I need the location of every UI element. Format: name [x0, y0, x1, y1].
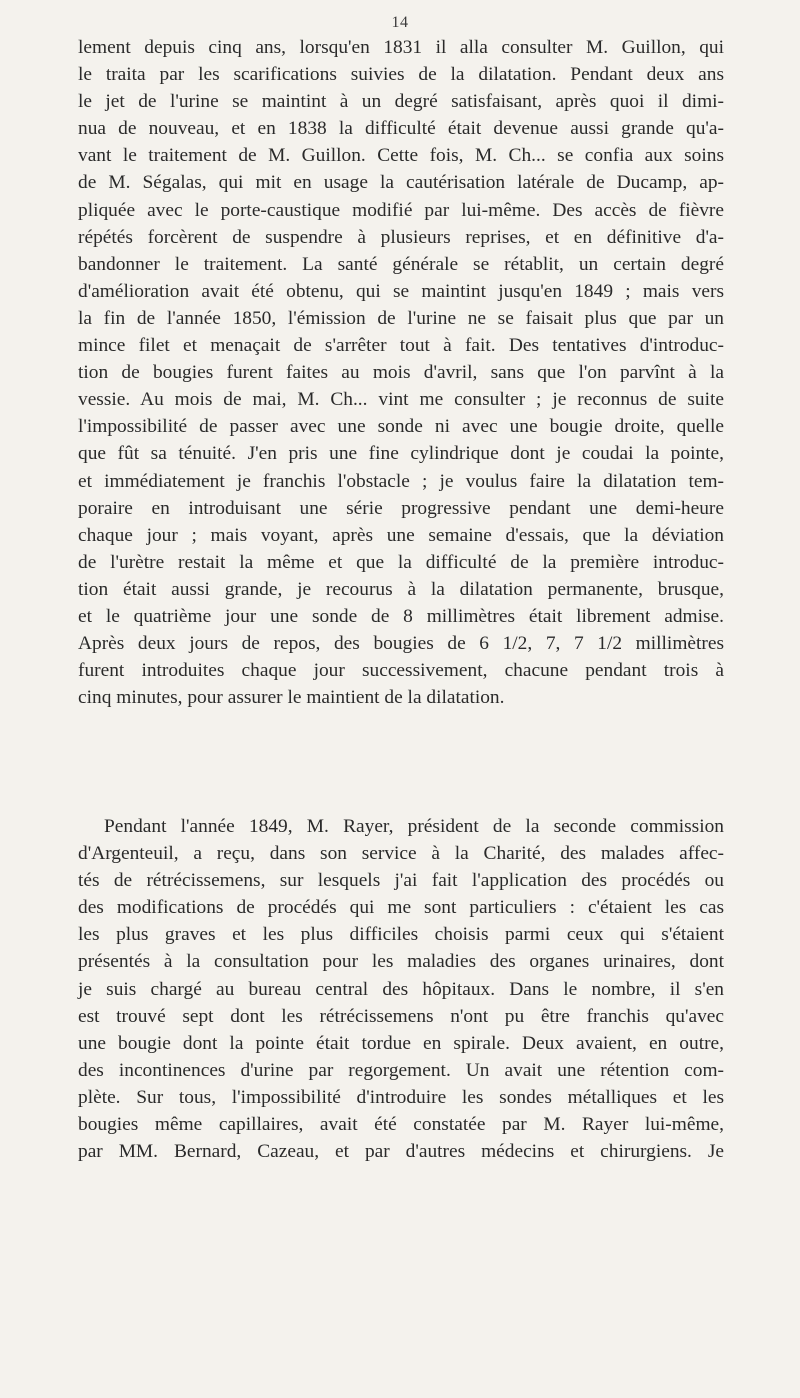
text-line: Pendant l'année 1849, M. Rayer, président de la seconde commission: [104, 816, 724, 837]
text-line: mince filet et menaçait de s'arrêter tout à fait. Des tentatives d'introduc-: [78, 335, 724, 357]
text-line: je suis chargé au bureau central des hôpitaux. Dans le nombre, il s'en: [78, 978, 724, 1000]
text-line: l'impossibilité de passer avec une sonde ni avec une bougie droite, quelle: [78, 416, 724, 438]
text-line: une bougie dont la pointe était tordue en spirale. Deux avaient, en outre,: [78, 1032, 724, 1054]
text-line: des modifications de procédés qui me sont particuliers : c'étaient les cas: [78, 897, 724, 919]
text-line: le jet de l'urine se maintint à un degré satisfaisant, après quoi il dimi-: [78, 91, 724, 113]
text-line: le traita par les scarifications suivies de la dilatation. Pendant deux ans: [78, 64, 724, 86]
text-line: pliquée avec le porte-caustique modifié par lui-même. Des accès de fièvre: [78, 199, 724, 221]
paragraph-2: [78, 813, 724, 1165]
text-line: que fût sa ténuité. J'en pris une fine cylindrique dont je coudai la pointe,: [78, 443, 724, 465]
text-line: vant le traitement de M. Guillon. Cette fois, M. Ch... se confia aux soins: [78, 145, 724, 167]
text-line: est trouvé sept dont les rétrécissemens n'ont pu être franchis qu'avec: [78, 1005, 724, 1027]
text-line: nua de nouveau, et en 1838 la difficulté était devenue aussi grande qu'a-: [78, 118, 724, 140]
text-line: la fin de l'année 1850, l'émission de l'urine ne se faisait plus que par un: [78, 307, 724, 329]
text-line: vessie. Au mois de mai, M. Ch... vint me consulter ; je reconnus de suite: [78, 389, 724, 411]
text-line: lement depuis cinq ans, lorsqu'en 1831 il alla consulter M. Guillon, qui: [78, 37, 724, 58]
text-line: et immédiatement je franchis l'obstacle ; je voulus faire la dilatation tem-: [78, 470, 724, 492]
text-line: tion de bougies furent faites au mois d'avril, sans que l'on parvînt à la: [78, 362, 724, 384]
text-line: d'amélioration avait été obtenu, qui se maintint jusqu'en 1849 ; mais vers: [78, 280, 724, 302]
text-line: chaque jour ; mais voyant, après une semaine d'essais, que la déviation: [78, 524, 724, 546]
text-line: poraire en introduisant une série progressive pendant une demi-heure: [78, 497, 724, 519]
text-line: cinq minutes, pour assurer le maintient de la dilatation.: [78, 687, 505, 709]
paragraph-1: [78, 34, 724, 711]
text-line: bougies même capillaires, avait été constatée par M. Rayer lui-même,: [78, 1114, 724, 1136]
text-line: et le quatrième jour une sonde de 8 millimètres était librement admise.: [78, 605, 724, 627]
text-line: plète. Sur tous, l'impossibilité d'introduire les sondes métalliques et les: [78, 1086, 724, 1108]
text-line: de M. Ségalas, qui mit en usage la cautérisation latérale de Ducamp, ap-: [78, 172, 724, 194]
text-line: bandonner le traitement. La santé générale se rétablit, un certain degré: [78, 253, 724, 275]
text-line: Après deux jours de repos, des bougies de 6 1/2, 7, 7 1/2 millimètres: [78, 633, 724, 655]
text-line: répétés forcèrent de suspendre à plusieurs reprises, et en définitive d'a-: [78, 226, 724, 248]
text-line: par MM. Bernard, Cazeau, et par d'autres médecins et chirurgiens. Je: [78, 1141, 724, 1163]
text-line: présentés à la consultation pour les maladies des organes urinaires, dont: [78, 951, 724, 973]
text-line: de l'urètre restait la même et que la difficulté de la première introduc-: [78, 551, 724, 573]
text-line: les plus graves et les plus difficiles choisis parmi ceux qui s'étaient: [78, 924, 724, 946]
text-line: tés de rétrécissemens, sur lesquels j'ai fait l'application des procédés ou: [78, 870, 724, 892]
text-line: furent introduites chaque jour successivement, chacune pendant trois à: [78, 660, 724, 682]
text-line: tion était aussi grande, je recourus à la dilatation permanente, brusque,: [78, 578, 724, 600]
page-number: 14: [391, 14, 409, 31]
text-line: des incontinences d'urine par regorgement. Un avait une rétention com-: [78, 1059, 724, 1081]
text-line: d'Argenteuil, a reçu, dans son service à la Charité, des malades affec-: [78, 843, 724, 865]
